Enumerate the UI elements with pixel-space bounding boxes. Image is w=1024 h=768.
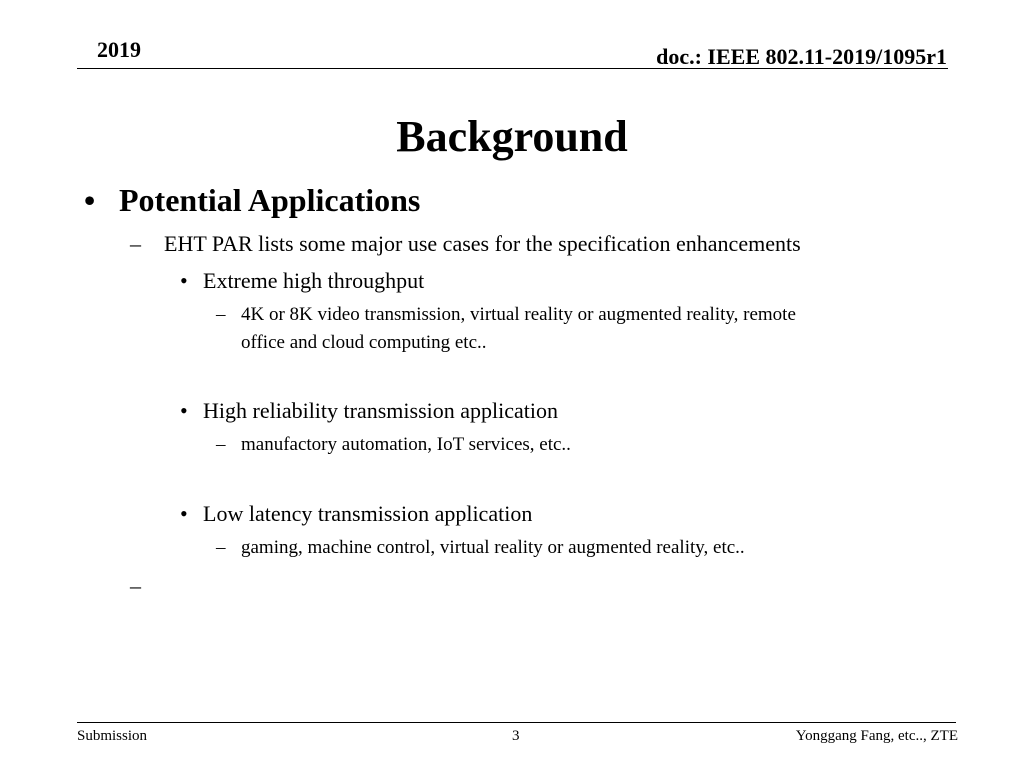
footer-page-number: 3	[512, 728, 520, 744]
header-year: 2019	[97, 37, 141, 62]
header-divider	[77, 68, 948, 69]
footer-author: Yonggang Fang, etc.., ZTE	[795, 728, 958, 744]
bullet-l2-marker: –	[130, 231, 141, 256]
bullet-l2-text: EHT PAR lists some major use cases for the specification enhancements	[164, 231, 801, 256]
bullet-l3-marker: •	[180, 501, 188, 526]
bullet-l4-text: gaming, machine control, virtual reality or augmented reality, etc..	[241, 537, 745, 558]
bullet-l4-marker: –	[216, 434, 226, 455]
header-doc-id: doc.: IEEE 802.11-2019/1095r1	[656, 44, 947, 69]
footer-divider	[77, 722, 956, 723]
bullet-l3-marker: •	[180, 268, 188, 293]
bullet-l3-marker: •	[180, 398, 188, 423]
bullet-l3-heading: High reliability transmission application	[203, 398, 558, 423]
bullet-l3-heading: Low latency transmission application	[203, 501, 533, 526]
bullet-l4-text: 4K or 8K video transmission, virtual reality or augmented reality, remote	[241, 304, 796, 325]
bullet-l1-marker: •	[84, 182, 96, 218]
bullet-l4-marker: –	[216, 537, 226, 558]
bullet-l4-text: manufactory automation, IoT services, etc..	[241, 434, 571, 455]
bullet-l4-text-continued: office and cloud computing etc..	[241, 332, 487, 353]
slide-title: Background	[396, 112, 628, 161]
footer-submission: Submission	[77, 728, 148, 744]
bullet-l2-empty-marker: –	[130, 573, 141, 598]
bullet-l3-heading: Extreme high throughput	[203, 268, 425, 293]
bullet-l4-marker: –	[216, 304, 226, 325]
bullet-l1-text: Potential Applications	[119, 182, 421, 218]
